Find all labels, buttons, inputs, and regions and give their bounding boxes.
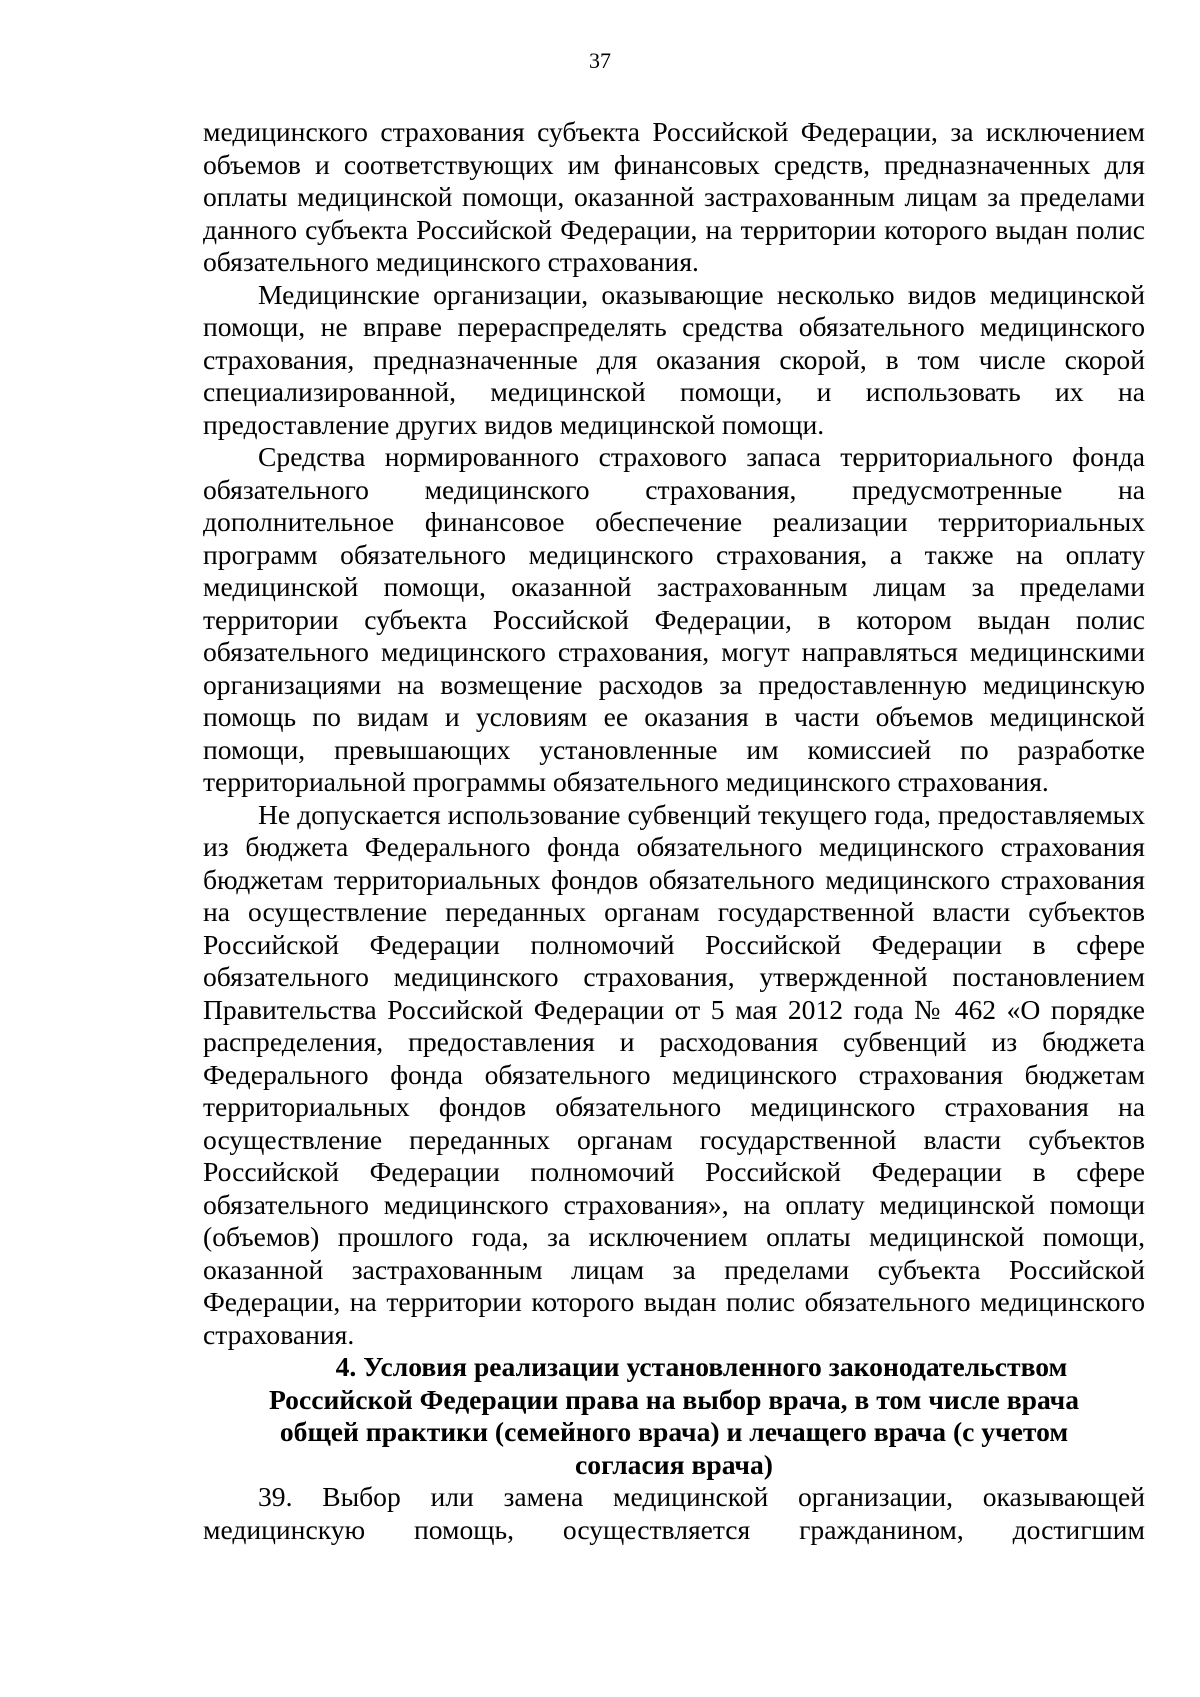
- paragraph-39: 39. Выбор или замена медицинской организации, оказывающей медицинскую помощь, осуществляется гражданином, достигшим: [203, 1481, 1145, 1545]
- paragraph-insurance-reserve: Средства нормированного страхового запаса территориального фонда обязательного медицинского страхования, предусмотренные на дополнительное финансовое обеспечение реализации территориальных программ обязательного медицинского страхования, а также на оплату медицинской помощи, оказанной застрахованным лицам за пределами территории субъекта Российской Федерации, в котором выдан полис обязательного медицинского страхования, могут направляться медицинскими организациями на возмещение расходов за предоставленную медицинскую помощь по видам и условиям ее оказания в части объемов медицинской помощи, превышающих установленные им комиссией по разработке территориальной программы обязательного медицинского страхования.: [203, 441, 1145, 797]
- paragraph-subventions: Не допускается использование субвенций текущего года, предоставляемых из бюджета Федерального фонда обязательного медицинского страхования бюджетам территориальных фондов обязательного медицинского страхования на осуществление переданных органам государственной власти субъектов Российской Федерации полномочий Российской Федерации в сфере обязательного медицинского страхования, утвержденной постановлением Правительства Российской Федерации от 5 мая 2012 года № 462 «О порядке распределения, предоставления и расходования субвенций из бюджета Федерального фонда обязательного медицинского страхования бюджетам территориальных фондов обязательного медицинского страхования на осуществление переданных органам государственной власти субъектов Российской Федерации полномочий Российской Федерации в сфере обязательного медицинского страхования», на оплату медицинской помощи (объемов) прошлого года, за исключением оплаты медицинской помощи, оказанной застрахованным лицам за пределами субъекта Российской Федерации, на территории которого выдан полис обязательного медицинского страхования.: [203, 798, 1145, 1350]
- document-body: [203, 116, 1145, 1546]
- paragraph-continuation: медицинского страхования субъекта Российской Федерации, за исключением объемов и соответствующих им финансовых средств, предназначенных для оплаты медицинской помощи, оказанной застрахованным лицам за пределами данного субъекта Российской Федерации, на территории которого выдан полис обязательного медицинского страхования.: [203, 116, 1145, 277]
- page-number: 37: [589, 48, 611, 73]
- paragraph-medical-organizations: Медицинские организации, оказывающие несколько видов медицинской помощи, не вправе перераспределять средства обязательного медицинского страхования, предназначенные для оказания скорой, в том числе скорой специализированной, медицинской помощи, и использовать их на предоставление других видов медицинской помощи.: [203, 278, 1145, 440]
- section-heading: 4. Условия реализации установленного законодательством Российской Федерации права на выбор врача, в том числе врача общей практики (семейного врача) и лечащего врача (с учетом согласия врача): [269, 1351, 1079, 1480]
